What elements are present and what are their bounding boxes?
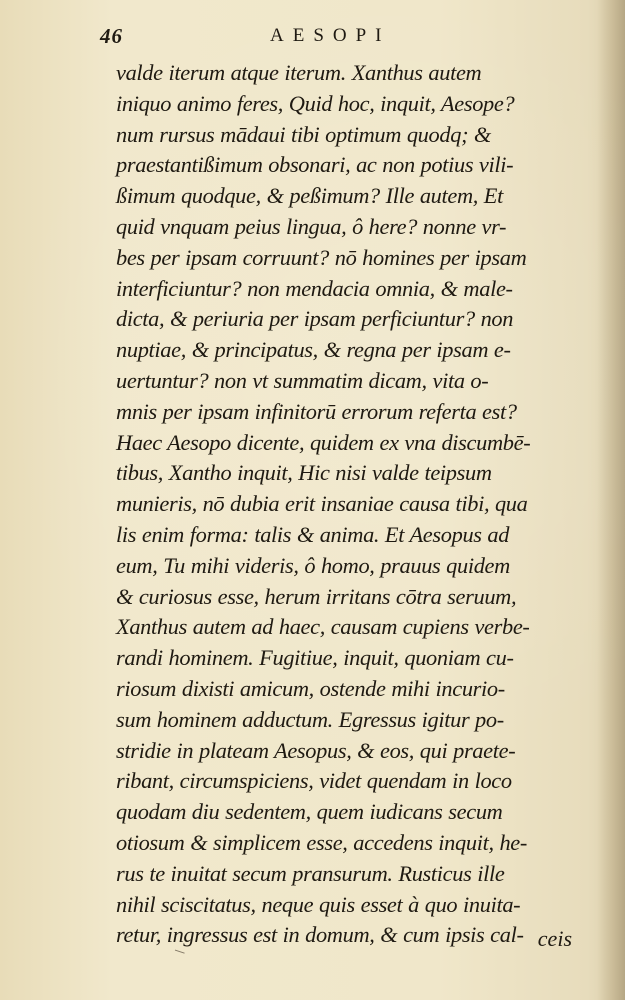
text-line: Haec Aesopo dicente, quidem ex vna discumbē- <box>116 429 531 455</box>
page-gutter-shadow <box>597 0 625 1000</box>
text-line: lis enim forma: talis & anima. Et Aesopus ad <box>116 521 510 547</box>
text-line: quid vnquam peius lingua, ô here? nonne vr- <box>116 213 507 239</box>
catchword: ceis <box>537 926 572 951</box>
text-line: stridie in plateam Aesopus, & eos, qui praete- <box>116 737 516 763</box>
text-line: otiosum & simplicem esse, accedens inquit, he- <box>116 829 527 855</box>
text-block <box>116 58 572 951</box>
text-line: ßimum quodque, & peßimum? Ille autem, Et <box>116 183 503 209</box>
text-line: rus te inuitat secum pransurum. Rusticus ille <box>116 860 505 886</box>
text-line: nihil sciscitatus, neque quis esset à quo inuita- <box>116 891 521 917</box>
text-line: interficiuntur? non mendacia omnia, & male- <box>116 275 513 301</box>
text-line: Xanthus autem ad haec, causam cupiens verbe- <box>116 614 530 640</box>
running-head: AESOPI <box>270 25 391 46</box>
text-line: quodam diu sedentem, quem iudicans secum <box>116 799 503 825</box>
text-line: bes per ipsam corruunt? nō homines per ipsam <box>116 244 527 270</box>
text-line: uertuntur? non vt summatim dicam, vita o- <box>116 367 489 393</box>
text-line: valde iterum atque iterum. Xanthus autem <box>116 60 482 85</box>
text-line: ribant, circumspiciens, videt quendam in loco <box>116 768 512 794</box>
text-line: praestantißimum obsonari, ac non potius vili- <box>116 152 514 178</box>
text-line: randi hominem. Fugitiue, inquit, quoniam cu- <box>116 645 514 671</box>
text-line: num rursus mādaui tibi optimum quodq; & <box>116 121 491 147</box>
text-line: mnis per ipsam infinitorū errorum referta est? <box>116 398 517 424</box>
text-line: sum hominem adductum. Egressus igitur po- <box>116 706 504 732</box>
text-line: & curiosus esse, herum irritans cōtra seruum, <box>116 583 517 609</box>
text-line: eum, Tu mihi videris, ô homo, prauus quidem <box>116 552 510 578</box>
text-line: riosum dixisti amicum, ostende mihi incurio- <box>116 675 505 701</box>
text-line: iniquo animo feres, Quid hoc, inquit, Aesope? <box>116 90 515 116</box>
text-line: munieris, nō dubia erit insaniae causa tibi, qua <box>116 491 528 517</box>
page-number: 46 <box>100 24 123 48</box>
text-line: retur, ingressus est in domum, & cum ipsis cal- <box>116 922 524 948</box>
text-line: nuptiae, & principatus, & regna per ipsam e- <box>116 337 511 363</box>
text-line: dicta, & periuria per ipsam perficiuntur? non <box>116 306 514 332</box>
text-line: tibus, Xantho inquit, Hic nisi valde teipsum <box>116 460 492 486</box>
